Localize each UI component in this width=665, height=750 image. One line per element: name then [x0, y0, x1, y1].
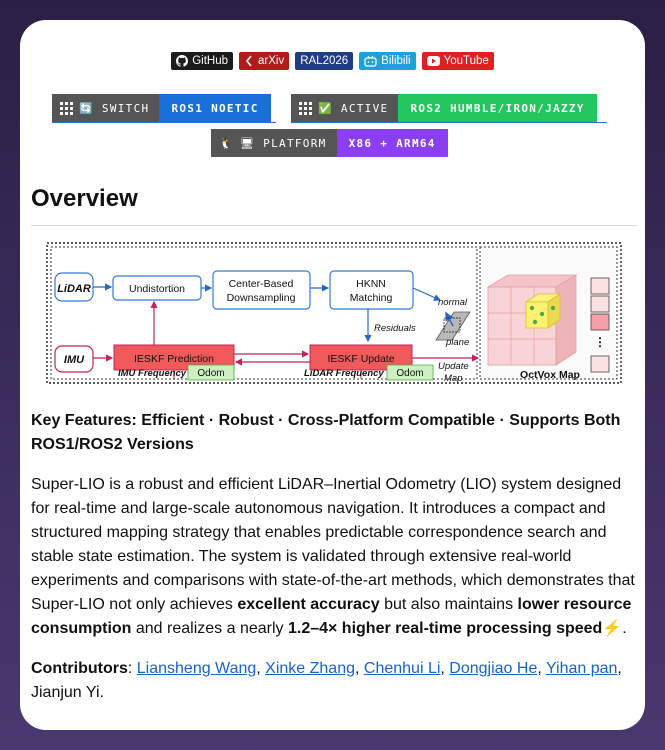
linux-icon: 🐧: [219, 136, 234, 150]
odom-text-1: Odom: [197, 368, 225, 379]
platform-value-box: [337, 129, 448, 157]
key-features: Key Features: Efficient · Robust · Cross-Platform Compatible · Supports Both ROS1/ROS2 Versions: [31, 412, 621, 453]
architecture-diagram: [46, 242, 622, 384]
switch-shield-label-box: [52, 94, 159, 122]
description-part-1: Super-LIO is a robust and efficient LiDAR–Inertial Odometry (LIO) system designed for real-time and large-scale autonomous navigation. It introduces a compact and structured mapping strategy that enables predictable correspondence search and stable state estimation. The system is validated through extensive real-world experiments and comparisons with state-of-the-art methods, which demonstrates that Super-LIO not only achieves: [31, 476, 635, 613]
active-shield-label-box: [291, 94, 398, 122]
platform-shield-label-box: [211, 129, 337, 157]
arxiv-label: arXiv: [258, 55, 285, 67]
active-value: ROS2 HUMBLE/IRON/JAZZY: [410, 101, 585, 115]
octvox-cell-4: [591, 356, 609, 372]
imu-text: IMU: [63, 354, 85, 366]
normal-text: normal: [438, 297, 468, 308]
platform-label: 🖥 PLATFORM: [240, 136, 327, 150]
octvox-cell-1: [591, 278, 609, 294]
octvox-cell-3: [591, 314, 609, 330]
description-paragraph: [31, 473, 637, 641]
undistortion-text: Undistortion: [128, 283, 186, 295]
contributor-link[interactable]: Xinke Zhang: [265, 660, 355, 677]
description-part-4: ⚡.: [602, 620, 627, 637]
octvox-ellipsis: ⋮: [594, 335, 606, 349]
grid-dots-icon: [60, 102, 73, 115]
link-underline: [291, 122, 607, 123]
bilibili-label: Bilibili: [381, 55, 411, 67]
active-value-box: [398, 94, 596, 122]
separator: ,: [617, 660, 622, 677]
downsampling-text-1: Center-Based: [228, 278, 294, 290]
heading-divider: [31, 225, 637, 226]
youtube-icon: [427, 56, 440, 66]
switch-shield[interactable]: [52, 94, 271, 122]
youtube-label: YouTube: [443, 55, 489, 67]
contributors-label: Contributors: [31, 660, 128, 677]
ral-badge[interactable]: [295, 52, 353, 70]
switch-value: ROS1 NOETIC: [171, 101, 259, 115]
update-map-text-1: Update: [438, 361, 469, 372]
arxiv-icon: [244, 55, 254, 67]
contributor-link[interactable]: Liansheng Wang: [136, 660, 257, 677]
switch-value-box: [159, 94, 270, 122]
contributor-last: Jianjun Yi.: [31, 684, 104, 701]
readme-card: [20, 20, 645, 730]
youtube-badge[interactable]: [422, 52, 494, 70]
bilibili-badge[interactable]: [359, 52, 415, 70]
platform-value: X86 + ARM64: [348, 136, 436, 150]
downsampling-text-2: Downsampling: [226, 292, 296, 304]
ieskf-update-text: IESKF Update: [327, 353, 395, 365]
switch-label: 🔄 SWITCH: [79, 101, 150, 115]
arxiv-badge[interactable]: [239, 52, 289, 70]
contributor-link[interactable]: Yihan pan: [545, 660, 618, 677]
github-icon: [176, 55, 188, 67]
separator: ,: [440, 660, 450, 677]
github-label: GitHub: [192, 55, 228, 67]
badge-row: [20, 52, 645, 70]
platform-shield: [211, 129, 448, 157]
lidar-frequency-text: LiDAR Frequency: [304, 368, 384, 379]
github-badge[interactable]: [171, 52, 233, 70]
description-part-2: but also maintains: [379, 596, 518, 613]
overview-heading: Overview: [31, 185, 138, 212]
separator: ,: [256, 660, 266, 677]
update-map-text-2: Map: [444, 373, 463, 384]
octvox-cube: [488, 275, 576, 365]
contributor-link[interactable]: Dongjiao He: [449, 660, 538, 677]
hknn-text-1: HKNN: [356, 278, 386, 290]
active-label: ✅ ACTIVE: [318, 101, 389, 115]
hknn-text-2: Matching: [349, 292, 393, 304]
octvox-text: OctVox Map: [520, 369, 580, 381]
contributors-colon: :: [127, 660, 137, 677]
octvox-cell-2: [591, 296, 609, 312]
ieskf-prediction-text: IESKF Prediction: [134, 353, 214, 365]
bilibili-icon: [364, 55, 377, 67]
highlight-accuracy: excellent accuracy: [237, 596, 380, 613]
ral-label: RAL2026: [300, 55, 349, 67]
separator: ,: [537, 660, 546, 677]
link-underline: [52, 122, 276, 123]
residuals-text: Residuals: [374, 323, 416, 334]
plane-text: plane: [446, 337, 470, 348]
separator: ,: [355, 660, 364, 677]
contributor-link[interactable]: Chenhui Li: [363, 660, 441, 677]
active-shield[interactable]: [291, 94, 597, 122]
description-part-3: and realizes a nearly: [131, 620, 288, 637]
highlight-speed: 1.2–4× higher real-time processing speed: [287, 620, 603, 637]
contributors-paragraph: [31, 657, 637, 705]
imu-frequency-text: IMU Frequency: [118, 368, 187, 379]
highlight-resource: lower resource consumption: [31, 596, 632, 637]
lidar-text: LiDAR: [57, 283, 91, 295]
odom-text-2: Odom: [396, 368, 424, 379]
grid-dots-icon: [299, 102, 312, 115]
